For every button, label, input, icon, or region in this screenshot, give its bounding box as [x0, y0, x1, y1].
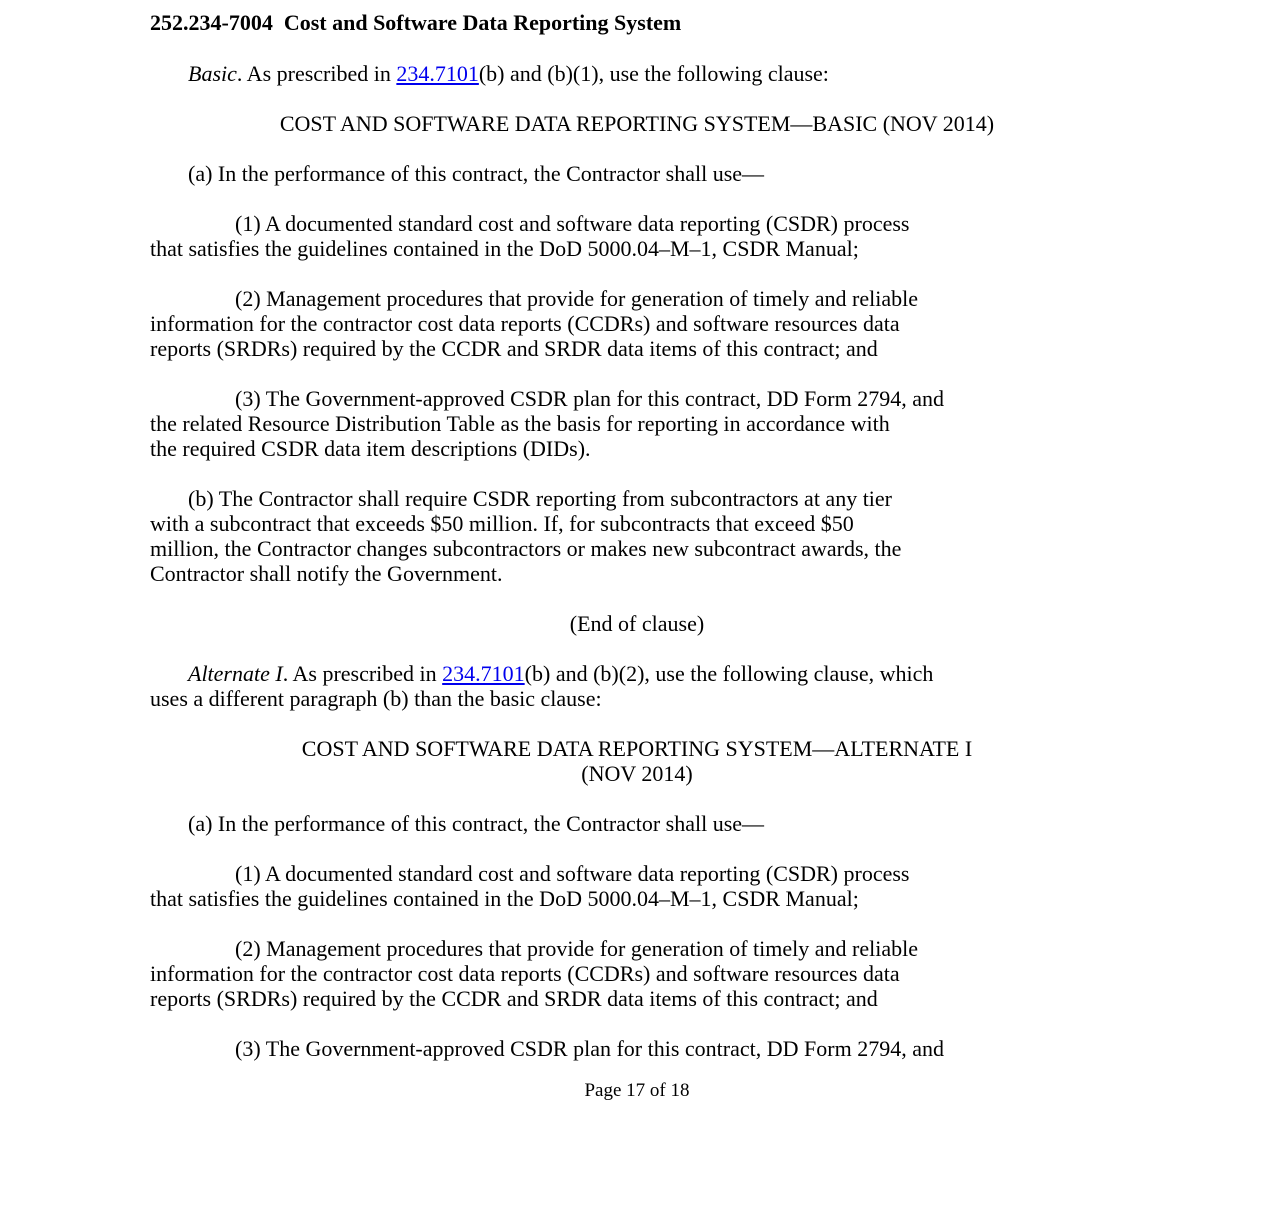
alternate-intro — [188, 661, 933, 686]
alt-item-1-line: that satisfies the guidelines contained in the DoD 5000.04–M–1, CSDR Manual; — [150, 886, 859, 911]
cross-reference-link[interactable]: 234.7101 — [396, 61, 479, 86]
item-2-line: information for the contractor cost data reports (CCDRs) and software resources data — [150, 311, 900, 336]
section-title: Cost and Software Data Reporting System — [283, 10, 682, 35]
basic-intro — [188, 61, 829, 86]
item-3-line: the related Resource Distribution Table as the basis for reporting in accordance with — [150, 411, 890, 436]
alternate-label: Alternate I — [188, 661, 283, 686]
cross-reference-link[interactable]: 234.7101 — [442, 661, 525, 686]
basic-intro-text: . As prescribed in — [236, 61, 397, 86]
paragraph-b-line: Contractor shall notify the Government. — [150, 561, 503, 586]
item-1-line: that satisfies the guidelines contained in the DoD 5000.04–M–1, CSDR Manual; — [150, 236, 859, 261]
item-2-line: (2) Management procedures that provide for generation of timely and reliable — [235, 286, 918, 311]
basic-label: Basic — [188, 61, 237, 86]
item-1-line: (1) A documented standard cost and software data reporting (CSDR) process — [235, 211, 910, 236]
paragraph-b-line: (b) The Contractor shall require CSDR reporting from subcontractors at any tier — [188, 486, 893, 511]
item-3-line: (3) The Government-approved CSDR plan for this contract, DD Form 2794, and — [235, 386, 944, 411]
page-number: Page 17 of 18 — [584, 1080, 690, 1101]
alt-item-2-line: (2) Management procedures that provide for generation of timely and reliable — [235, 936, 918, 961]
alternate-intro-text: . As prescribed in — [282, 661, 443, 686]
alt-item-2-line: reports (SRDRs) required by the CCDR and SRDR data items of this contract; and — [150, 986, 878, 1011]
item-2-line: reports (SRDRs) required by the CCDR and SRDR data items of this contract; and — [150, 336, 878, 361]
alternate-clause-title: COST AND SOFTWARE DATA REPORTING SYSTEM—ALTERNATE I — [301, 736, 973, 761]
item-3-line: the required CSDR data item descriptions (DIDs). — [150, 436, 591, 461]
section-heading — [150, 10, 681, 35]
paragraph-b-line: million, the Contractor changes subcontractors or makes new subcontract awards, the — [150, 536, 902, 561]
paragraph-b-line: with a subcontract that exceeds $50 million. If, for subcontracts that exceed $50 — [150, 511, 854, 536]
alternate-clause-date: (NOV 2014) — [581, 761, 693, 786]
alt-item-3-line: (3) The Government-approved CSDR plan for this contract, DD Form 2794, and — [235, 1036, 944, 1061]
section-number: 252.234-7004 — [150, 10, 273, 35]
alt-item-1-line: (1) A documented standard cost and software data reporting (CSDR) process — [235, 861, 910, 886]
clause-title: COST AND SOFTWARE DATA REPORTING SYSTEM—BASIC (NOV 2014) — [279, 111, 995, 136]
alternate-intro-text-after: (b) and (b)(2), use the following clause, which — [524, 661, 934, 686]
basic-intro-text-after: (b) and (b)(1), use the following clause: — [478, 61, 829, 86]
paragraph-a: (a) In the performance of this contract, the Contractor shall use— — [188, 161, 765, 186]
end-of-clause: (End of clause) — [569, 611, 705, 636]
alternate-intro-line2: uses a different paragraph (b) than the basic clause: — [150, 686, 602, 711]
alt-paragraph-a: (a) In the performance of this contract, the Contractor shall use— — [188, 811, 765, 836]
alt-item-2-line: information for the contractor cost data reports (CCDRs) and software resources data — [150, 961, 900, 986]
